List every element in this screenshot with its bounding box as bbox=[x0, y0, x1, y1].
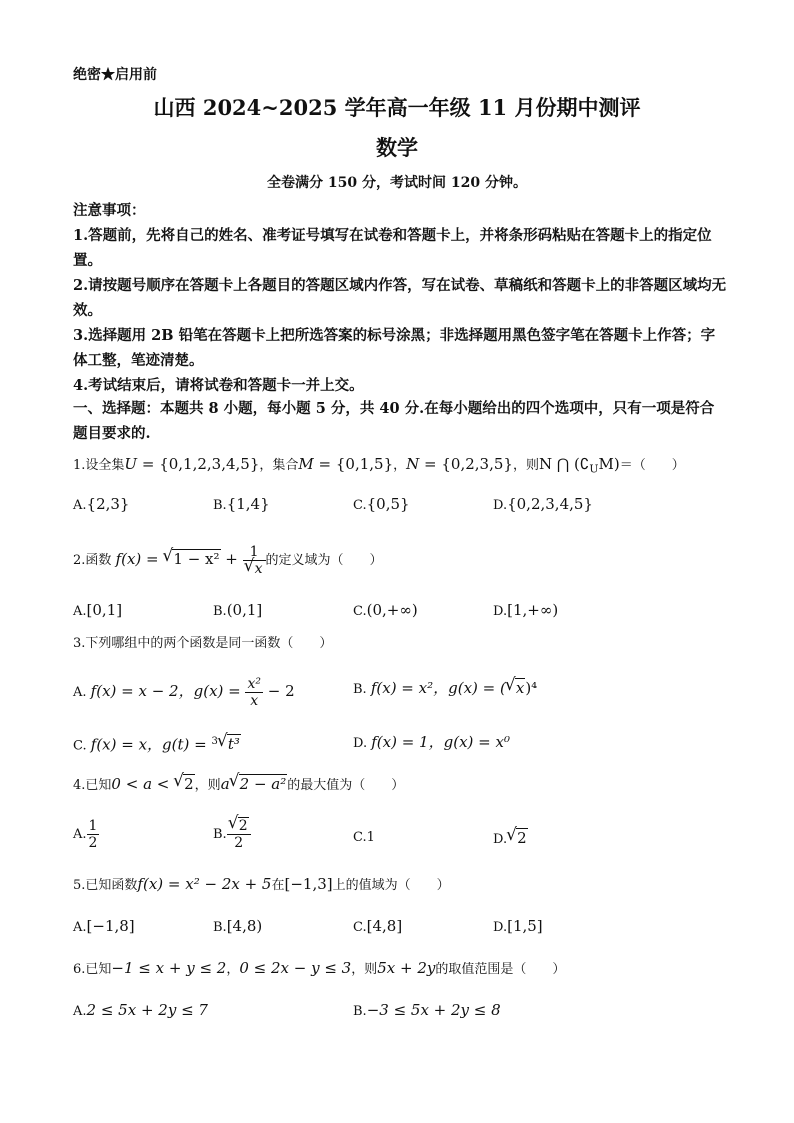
question-text: 上的值域为（ ） bbox=[332, 878, 450, 893]
question-4 bbox=[73, 772, 728, 798]
question-text: ＝（ ） bbox=[619, 458, 685, 473]
radicand: 1 − x² bbox=[173, 550, 220, 568]
math-set: {0,1,2,3,4,5} bbox=[159, 455, 260, 473]
math-expr: f(x) = bbox=[115, 550, 164, 568]
math-set: {0,2,3,5} bbox=[441, 455, 513, 473]
option-c[interactable] bbox=[73, 730, 241, 758]
option-label: C. bbox=[353, 604, 367, 619]
question-text: 设全集 bbox=[85, 458, 125, 473]
option-value: {1,4} bbox=[226, 495, 270, 513]
note-item: 4.考试结束后，请将试卷和答题卡一并上交。 bbox=[73, 377, 364, 394]
option-value: 1 bbox=[366, 830, 375, 845]
fraction bbox=[245, 676, 263, 709]
option-value: g(x) = bbox=[193, 682, 246, 700]
sqrt-expr bbox=[163, 547, 220, 571]
fraction bbox=[243, 544, 266, 577]
option-d[interactable] bbox=[353, 730, 510, 756]
numerator: 1 bbox=[243, 544, 266, 561]
option-label: A. bbox=[73, 920, 87, 935]
note-item: 2.请按题号顺序在答题卡上各题目的答题区域内作答，写在试卷、草稿纸和答题卡上的非答题区域均无效。 bbox=[73, 277, 727, 319]
math-var: N bbox=[406, 455, 420, 473]
option-label: A. bbox=[73, 604, 87, 619]
fraction bbox=[87, 818, 100, 851]
option-d[interactable] bbox=[493, 492, 593, 518]
note-item: 1.答题前，先将自己的姓名、准考证号填写在试卷和答题卡上，并将条形码粘贴在答题卡上的指定位置。 bbox=[73, 227, 712, 269]
option-value: f(x) = x， bbox=[90, 735, 163, 754]
option-value: [4,8) bbox=[226, 917, 263, 935]
question-text: ，则 bbox=[512, 458, 539, 473]
numerator: 1 bbox=[88, 818, 98, 834]
option-label: C. bbox=[353, 498, 367, 513]
option-label: D. bbox=[493, 832, 508, 847]
option-c[interactable] bbox=[353, 914, 402, 940]
option-value: [1,5] bbox=[507, 917, 543, 935]
radicand: 2 − a² bbox=[239, 775, 287, 793]
math-expr: f(x) = x² − 2x + 5 bbox=[137, 875, 272, 893]
root-index: 3 bbox=[211, 736, 218, 747]
option-value: {0,2,3,4,5} bbox=[507, 495, 593, 513]
option-label: A. bbox=[73, 827, 87, 842]
option-value: {0,5} bbox=[366, 495, 410, 513]
math-set: {0,1,5} bbox=[335, 455, 394, 473]
question-text: ，则 bbox=[351, 962, 378, 977]
math-expr: M) bbox=[598, 455, 620, 473]
notes-block bbox=[73, 198, 728, 398]
option-a[interactable] bbox=[73, 598, 122, 624]
question-5 bbox=[73, 872, 728, 898]
section-heading: 一、选择题：本题共 8 小题，每小题 5 分，共 40 分.在每小题给出的四个选项中，只有一项是符合题目要求的. bbox=[73, 400, 715, 442]
option-label: D. bbox=[353, 736, 368, 751]
question-3 bbox=[73, 632, 728, 656]
option-value: f(x) = 1， bbox=[371, 733, 444, 751]
math-op: = bbox=[313, 455, 336, 473]
math-expr: −1 ≤ x + y ≤ 2 bbox=[111, 959, 227, 977]
option-value: [1,+∞) bbox=[507, 601, 559, 619]
option-value: f(x) = x − 2， bbox=[90, 682, 194, 700]
question-number: 4. bbox=[73, 778, 86, 793]
sqrt-expr bbox=[507, 826, 528, 850]
cbrt-expr bbox=[218, 732, 241, 756]
subject-title: 数学 bbox=[376, 135, 418, 160]
option-b[interactable] bbox=[213, 818, 251, 851]
options-3-ab bbox=[73, 672, 728, 712]
option-value: )⁴ bbox=[525, 679, 538, 697]
option-d[interactable] bbox=[493, 826, 528, 852]
option-b[interactable] bbox=[213, 598, 262, 624]
question-text: 的定义域为（ ） bbox=[265, 553, 383, 568]
option-value: (0,1] bbox=[226, 601, 263, 619]
option-label: D. bbox=[493, 920, 508, 935]
question-text: ， bbox=[393, 458, 407, 473]
sqrt-expr bbox=[230, 772, 288, 796]
math-expr: 0 < a < bbox=[111, 775, 175, 793]
option-label: B. bbox=[353, 682, 367, 697]
math-op: + bbox=[220, 550, 243, 568]
radicand: t³ bbox=[227, 735, 240, 754]
option-label: B. bbox=[213, 827, 227, 842]
question-text: 的取值范围是（ ） bbox=[435, 962, 566, 977]
option-c[interactable] bbox=[353, 492, 410, 518]
option-label: B. bbox=[353, 1004, 367, 1019]
question-1 bbox=[73, 452, 728, 482]
question-text: 的最大值为（ ） bbox=[287, 778, 405, 793]
radicand: 2 bbox=[184, 775, 194, 793]
option-label: B. bbox=[213, 920, 227, 935]
note-item: 3.选择题用 2B 铅笔在答题卡上把所选答案的标号涂黑；非选择题用黑色签字笔在答题卡上作答；字体工整，笔迹清楚。 bbox=[73, 327, 716, 369]
sqrt-expr bbox=[506, 676, 525, 700]
math-sub: U bbox=[589, 462, 599, 476]
confidential-mark: 绝密★启用前 bbox=[73, 67, 157, 83]
sqrt-expr bbox=[174, 772, 195, 796]
math-op: = bbox=[419, 455, 442, 473]
option-label: A. bbox=[73, 498, 87, 513]
option-label: D. bbox=[493, 604, 508, 619]
option-value: f(x) = x²， bbox=[370, 679, 449, 697]
fraction bbox=[227, 818, 251, 851]
option-value: (0,+∞) bbox=[366, 601, 418, 619]
math-var: U bbox=[124, 455, 138, 473]
numerator: x² bbox=[247, 676, 261, 692]
question-text: 下列哪组中的两个函数是同一函数（ ） bbox=[85, 636, 333, 651]
math-expr: N ⋂ (∁ bbox=[538, 455, 590, 473]
option-label: A. bbox=[73, 685, 87, 700]
question-text: 已知函数 bbox=[85, 878, 138, 893]
option-a[interactable] bbox=[73, 676, 295, 709]
question-2 bbox=[73, 544, 728, 577]
option-a[interactable] bbox=[73, 818, 99, 851]
math-expr: 0 ≤ 2x − y ≤ 3 bbox=[239, 959, 352, 977]
question-number: 5. bbox=[73, 878, 86, 893]
option-value: g(x) = ( bbox=[448, 679, 506, 697]
option-a[interactable] bbox=[73, 998, 208, 1024]
option-d[interactable] bbox=[493, 914, 543, 940]
question-text: ， bbox=[226, 962, 240, 977]
question-6 bbox=[73, 956, 728, 982]
option-value: [4,8] bbox=[366, 917, 403, 935]
score-time-line: 全卷满分 150 分，考试时间 120 分钟。 bbox=[267, 175, 527, 191]
option-label: B. bbox=[213, 604, 227, 619]
option-value: g(t) = bbox=[162, 735, 212, 754]
question-text: ，则 bbox=[194, 778, 221, 793]
denominator: 2 bbox=[234, 835, 244, 851]
question-number: 2. bbox=[73, 553, 86, 568]
math-var: a bbox=[220, 775, 230, 793]
option-b[interactable] bbox=[213, 492, 270, 518]
option-label: C. bbox=[353, 920, 367, 935]
question-text: ，集合 bbox=[259, 458, 299, 473]
math-interval: [−1,3] bbox=[284, 875, 333, 893]
option-value: − 2 bbox=[263, 682, 295, 700]
option-b[interactable] bbox=[353, 676, 537, 702]
notes-heading: 注意事项： bbox=[73, 202, 146, 219]
question-text: 已知 bbox=[85, 962, 112, 977]
option-value: 2 ≤ 5x + 2y ≤ 7 bbox=[86, 1001, 208, 1019]
option-b[interactable] bbox=[353, 998, 501, 1024]
option-label: C. bbox=[73, 738, 87, 754]
option-d[interactable] bbox=[493, 598, 558, 624]
option-value: [0,1] bbox=[86, 601, 123, 619]
option-c[interactable] bbox=[353, 598, 418, 624]
math-op: = bbox=[137, 455, 160, 473]
option-a[interactable] bbox=[73, 492, 129, 518]
option-value: {2,3} bbox=[86, 495, 130, 513]
option-value: [−1,8] bbox=[86, 917, 135, 935]
option-b[interactable] bbox=[213, 914, 262, 940]
question-number: 1. bbox=[73, 458, 86, 473]
option-label: C. bbox=[353, 830, 367, 845]
math-expr: 5x + 2y bbox=[377, 959, 436, 977]
question-text: 函数 bbox=[85, 553, 112, 568]
options-4 bbox=[73, 818, 728, 862]
math-var: M bbox=[298, 455, 314, 473]
question-text: 已知 bbox=[85, 778, 112, 793]
option-c[interactable] bbox=[353, 826, 375, 850]
radicand: 2 bbox=[517, 829, 527, 847]
option-label: D. bbox=[493, 498, 508, 513]
option-value: −3 ≤ 5x + 2y ≤ 8 bbox=[366, 1001, 501, 1019]
denominator: x bbox=[250, 693, 259, 709]
radicand: x bbox=[254, 561, 263, 577]
option-label: B. bbox=[213, 498, 227, 513]
radicand: 2 bbox=[238, 818, 248, 834]
option-label: A. bbox=[73, 1004, 87, 1019]
question-number: 3. bbox=[73, 636, 86, 651]
question-text: 在 bbox=[271, 878, 285, 893]
option-value: g(x) = x⁰ bbox=[443, 733, 510, 751]
radicand: x bbox=[515, 679, 525, 697]
option-a[interactable] bbox=[73, 914, 135, 940]
question-number: 6. bbox=[73, 962, 86, 977]
exam-title: 山西 2024~2025 学年高一年级 11 月份期中测评 bbox=[153, 95, 641, 120]
denominator: 2 bbox=[88, 835, 98, 851]
